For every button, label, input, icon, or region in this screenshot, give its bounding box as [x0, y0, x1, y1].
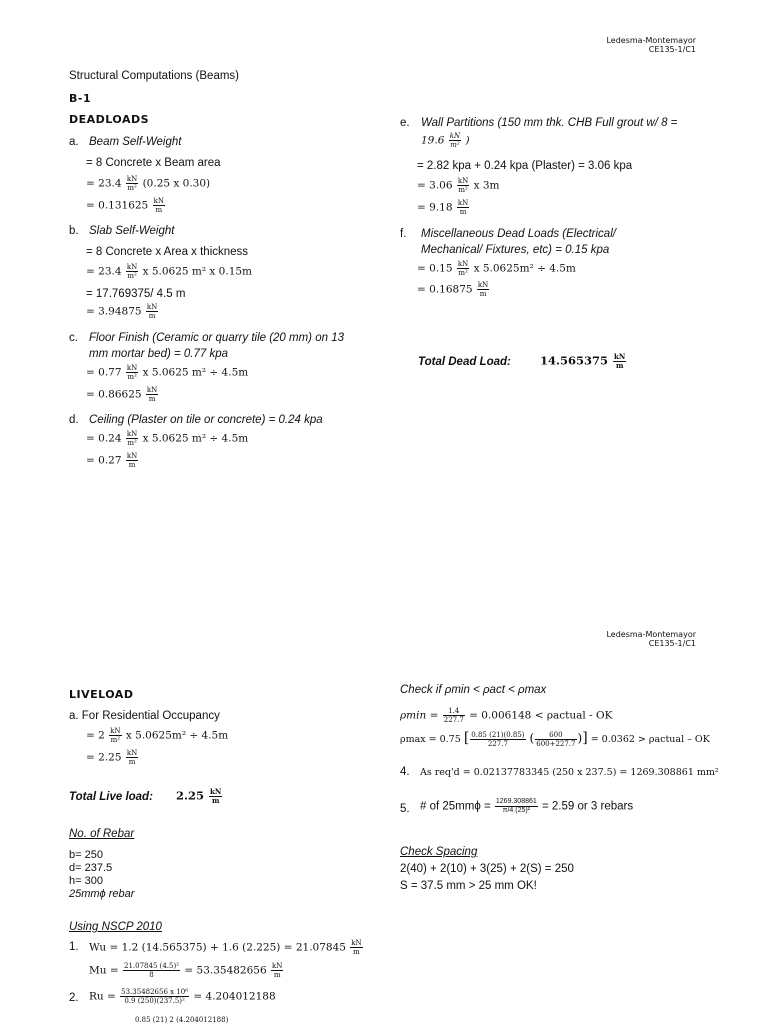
item-f-line2: = 0.16875 $\frac{kN}{m}$ — [417, 281, 489, 298]
step5-label: 5. — [400, 803, 410, 815]
item-b-line4: = 3.94875 $\frac{kN}{m}$ — [86, 303, 158, 320]
rebar-heading: No. of Rebar — [69, 828, 135, 840]
step2-label: 2. — [69, 992, 79, 1004]
item-a-title: Beam Self-Weight — [89, 136, 182, 148]
fraction: $\frac{kN}{\text{m²}}$ — [126, 175, 138, 192]
depth-d: d= 237.5 — [69, 862, 113, 874]
rho-max: ρmax = 0.75 [ $\frac{0.85 (21)(0.85)}{227.7}$ ( $\frac{600}{600+227.7}$ )] = 0.0362 > ρactual – OK — [400, 730, 710, 748]
rho-min: ρmin = $\frac{1.4}{227.7}$ = 0.006148 < ρactual - OK — [400, 707, 613, 724]
step1-wu: Wu = 1.2 (14.565375) + 1.6 (2.225) = 21.07845 $\frac{kN}{m}$ — [89, 939, 362, 956]
step4-label: 4. — [400, 766, 410, 778]
course-code: CE135-1/C1 — [648, 639, 696, 648]
item-f-label: f. — [400, 228, 407, 240]
author-name: Ledesma-Montemayor — [606, 36, 696, 45]
item-c-line1: = 0.77 $\frac{kN}{\text{m²}}$ x 5.0625 m² ÷ 4.5m — [86, 364, 249, 381]
item-a-label: a. — [69, 136, 79, 148]
item-e-label: e. — [400, 117, 410, 129]
item-d-line2: = 0.27 $\frac{kN}{m}$ — [86, 452, 138, 469]
step4-as-reqd: As req'd = 0.02137783345 (250 x 237.5) = 1269.308861 mm² — [420, 767, 719, 778]
nscp-heading: Using NSCP 2010 — [69, 921, 162, 933]
total-dead-load-label: Total Dead Load: — [418, 356, 511, 368]
spacing-equation: 2(40) + 2(10) + 3(25) + 2(S) = 250 — [400, 863, 574, 875]
check-rho-title: Check if ρmin < ρact < ρmax — [400, 684, 547, 696]
item-d-title: Ceiling (Plaster on tile or concrete) = 0.24 kpa — [89, 414, 323, 426]
step2-ru: Ru = $\frac{\text{53.35482656 x 10⁶}}{\text{0.9 (250)(237.5)²}}$ = 4.204012188 — [89, 988, 276, 1005]
total-dead-load-value: 14.565375 $\frac{kN}{m}$ — [540, 352, 626, 370]
item-e-line2: = 3.06 $\frac{kN}{\text{m²}}$ x 3m — [417, 177, 500, 194]
spacing-result: S = 37.5 mm > 25 mm OK! — [400, 880, 537, 892]
item-d-label: d. — [69, 414, 79, 426]
rebar-size: 25mmϕ rebar — [69, 888, 135, 900]
item-f-title-2: Mechanical/ Fixtures, etc) = 0.15 kpa — [421, 244, 610, 256]
item-a-line2: = 23.4 $\frac{kN}{\text{m²}}$ (0.25 x 0.30) — [86, 175, 211, 192]
step1-label: 1. — [69, 941, 79, 953]
item-b-title: Slab Self-Weight — [89, 225, 175, 237]
height-h: h= 300 — [69, 875, 103, 887]
item-a-line3: = 0.131625 $\frac{kN}{m}$ — [86, 197, 164, 214]
step5-rebars: # of 25mmϕ = $\frac{1269.308861}{\text{π/4 (25)²}}$ = 2.59 or 3 rebars — [420, 798, 634, 814]
item-a-line1: = 8 Concrete x Beam area — [86, 157, 221, 169]
total-live-load-value: 2.25 $\frac{kN}{m}$ — [176, 787, 222, 805]
item-c-title-1: Floor Finish (Ceramic or quarry tile (20 mm) on 13 — [89, 332, 344, 344]
course-code: CE135-1/C1 — [648, 45, 696, 54]
document-title: Structural Computations (Beams) — [69, 70, 240, 82]
page2-header — [606, 630, 696, 648]
width-b: b= 250 — [69, 849, 103, 861]
item-f-title-1: Miscellaneous Dead Loads (Electrical/ — [421, 228, 616, 240]
beam-id: B-1 — [69, 92, 92, 105]
liveload-line2: = 2.25 $\frac{kN}{m}$ — [86, 749, 138, 766]
item-c-title-2: mm mortar bed) = 0.77 kpa — [89, 348, 229, 360]
total-live-load-label: Total Live load: — [69, 791, 153, 803]
item-b-line3: = 17.769375/ 4.5 m — [86, 288, 186, 300]
item-f-line1: = 0.15 $\frac{kN}{\text{m²}}$ x 5.0625m² ÷ 4.5m — [417, 260, 576, 277]
step3-partial: 0.85 (21) 2 (4.204012188) — [135, 1016, 229, 1024]
page1-header — [606, 36, 696, 54]
liveload-heading: LIVELOAD — [69, 688, 134, 701]
item-e-line3: = 9.18 $\frac{kN}{m}$ — [417, 199, 469, 216]
step1-mu: Mu = $\frac{\text{21.07845 (4.5)²}}{8}$ = 53.35482656 $\frac{kN}{m}$ — [89, 962, 283, 979]
item-b-label: b. — [69, 225, 79, 237]
deadloads-heading: DEADLOADS — [69, 113, 150, 126]
item-d-line1: = 0.24 $\frac{kN}{\text{m²}}$ x 5.0625 m² ÷ 4.5m — [86, 430, 249, 447]
item-e-title-2: 19.6 $\frac{kN}{\text{m²}}$ ) — [421, 132, 470, 149]
author-name: Ledesma-Montemayor — [606, 630, 696, 639]
check-spacing-heading: Check Spacing — [400, 846, 478, 858]
item-b-line1: = 8 Concrete x Area x thickness — [86, 246, 249, 258]
item-e-line1: = 2.82 kpa + 0.24 kpa (Plaster) = 3.06 kpa — [417, 160, 633, 172]
item-e-title-1: Wall Partitions (150 mm thk. CHB Full grout w/ 8 = — [421, 117, 678, 129]
liveload-line1: = 2 $\frac{kN}{\text{m²}}$ x 5.0625m² ÷ 4.5m — [86, 727, 229, 744]
item-b-line2: = 23.4 $\frac{kN}{\text{m²}}$ x 5.0625 m² x 0.15m — [86, 263, 253, 280]
item-c-label: c. — [69, 332, 78, 344]
item-c-line2: = 0.86625 $\frac{kN}{m}$ — [86, 386, 158, 403]
residential-title: a. For Residential Occupancy — [69, 710, 220, 722]
